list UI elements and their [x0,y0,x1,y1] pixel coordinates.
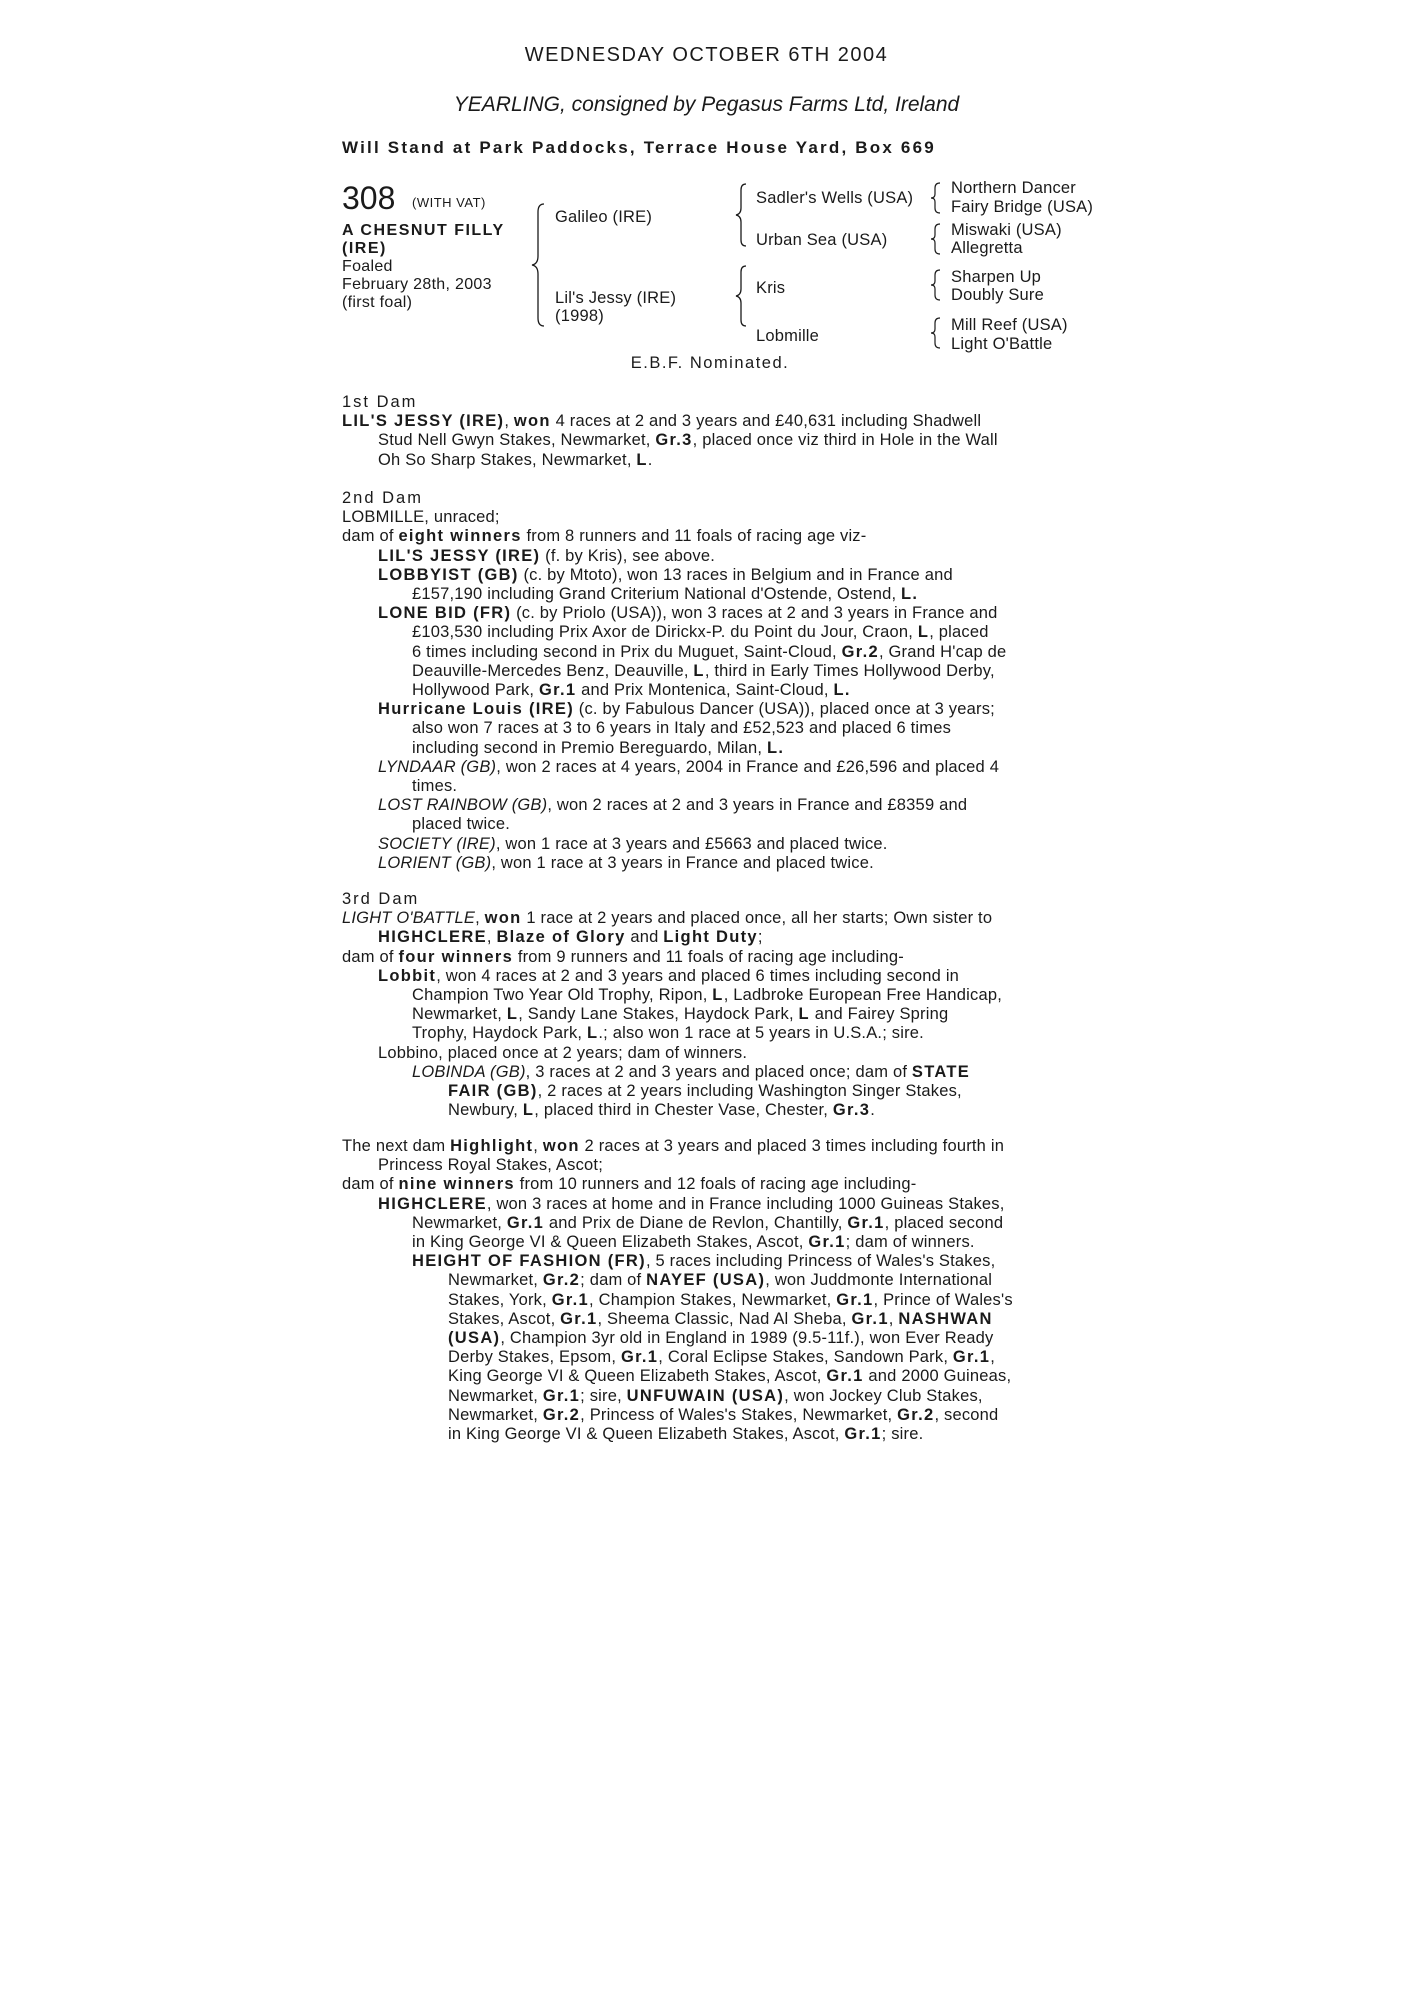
lot-vat: (WITH VAT) [412,195,486,210]
first-dam-paragraph: LIL'S JESSY (IRE), won 4 races at 2 and 3 years and £40,631 including Shadwell [342,412,982,431]
pedigree-dd-sire: Mill Reef (USA) [951,316,1068,334]
third-dam-heading: 3rd Dam [342,890,420,908]
pedigree-brace-sire [734,180,750,250]
second-dam-heading: 2nd Dam [342,489,423,507]
second-dam-section: 2nd Dam LOBMILLE, unraced; dam of eight winners from 8 runners and 11 foals of racing age viz- LIL'S JESSY (IRE) (f. by Kris), see above. LOBBYIST (GB) (c. by Mtoto), won 13 races in Belgium and in France and £157,190 including Grand Criterium National d'Ostende, Ostend, L. LONE BID (FR) (c. by Priolo (USA)), won 3 races at 2 and 3 years in France and £103,530 including Prix Axor de Dirickx-P. du Point du Jour, Craon, L, placed 6 times including second in Prix du Muguet, Saint-Cloud, Gr.2, Grand H'cap de Deauville-Mercedes Benz, Deauville, L, third in Early Times Hollywood Derby, Hollywood Park, Gr.1 and Prix Montenica, Saint-Cloud, L. Hurricane Louis (IRE) (c. by Fabulous Dancer (USA)), placed once at 3 years; also won 7 races at 3 to 6 years in Italy and £52,523 and placed 6 times including second in Premio Bereguardo, Milan, L. LYNDAAR (GB), won 2 races at 4 years, 2004 in France and £26,596 and placed 4 times. LOST RAINBOW (GB), won 2 races at 2 and 3 years in France and £8359 and placed twice. SOCIETY (IRE), won 1 race at 3 years and £5663 and placed twice. LORIENT (GB), won 1 race at 3 years in France and placed twice. [342,489,1082,873]
list-item: LIL'S JESSY (IRE) (f. by Kris), see above. [378,546,715,565]
pedigree-dam-year: (1998) [555,307,604,325]
second-dam-name: LOBMILLE, unraced; [342,508,500,527]
first-dam-section: 1st Dam LIL'S JESSY (IRE), won 4 races at 2 and 3 years and £40,631 including Shadwell Stud Nell Gwyn Stakes, Newmarket, Gr.3, placed once viz third in Hole in the Wall Oh So Sharp Stakes, Newmarket, L. [342,393,1082,470]
pedigree-sd-dam: Allegretta [951,239,1023,257]
foaled-date: February 28th, 2003 [342,276,492,293]
pedigree-brace-sd [929,221,943,257]
list-item: LOBINDA (GB), 3 races at 2 and 3 years and placed once; dam of STATE [412,1062,971,1081]
pedigree-dd-dam: Light O'Battle [951,335,1053,353]
pedigree-dam-sire: Kris [756,279,786,297]
next-dam-section: The next dam Highlight, won 2 races at 3 years and placed 3 times including fourth in Princess Royal Stakes, Ascot; dam of nine winners from 10 runners and 12 foals of racing age including- HIGHCLERE, won 3 races at home and in France including 1000 Guineas Stakes, Newmarket, Gr.1 and Prix de Diane de Revlon, Chantilly, Gr.1, placed second in King George VI & Queen Elizabeth Stakes, Ascot, Gr.1; dam of winners. HEIGHT OF FASHION (FR), 5 races including Princess of Wales's Stakes, Newmarket, Gr.2; dam of NAYEF (USA), won Juddmonte International Stakes, York, Gr.1, Champion Stakes, Newmarket, Gr.1, Prince of Wales's Stakes, Ascot, Gr.1, Sheema Classic, Nad Al Sheba, Gr.1, NASHWAN (USA), Champion 3yr old in England in 1989 (9.5-11f.), won Ever Ready Derby Stakes, Epsom, Gr.1, Coral Eclipse Stakes, Sandown Park, Gr.1, King George VI & Queen Elizabeth Stakes, Ascot, Gr.1 and 2000 Guineas, Newmarket, Gr.1; sire, UNFUWAIN (USA), won Jockey Club Stakes, Newmarket, Gr.2, Princess of Wales's Stakes, Newmarket, Gr.2, second in King George VI & Queen Elizabeth Stakes, Ascot, Gr.1; sire. [342,1137,1082,1444]
pedigree-sire-dam: Urban Sea (USA) [756,231,888,249]
list-item: HIGHCLERE, won 3 races at home and in France including 1000 Guineas Stakes, [378,1194,1005,1213]
pedigree-brace-main [530,200,550,330]
pedigree-dam: Lil's Jessy (IRE) [555,289,677,307]
pedigree-sire: Galileo (IRE) [555,208,653,226]
pedigree-ds-dam: Doubly Sure [951,286,1044,304]
description-line1: A CHESNUT FILLY [342,222,505,239]
list-item: LYNDAAR (GB), won 2 races at 4 years, 2004 in France and £26,596 and placed 4 [378,757,1000,776]
description-line2: (IRE) [342,240,387,257]
foaled-label: Foaled [342,258,393,275]
consignment-line: YEARLING, consigned by Pegasus Farms Ltd, Ireland [453,93,960,116]
list-item: SOCIETY (IRE), won 1 race at 3 years and £5663 and placed twice. [378,834,888,853]
pedigree-sd-sire: Miswaki (USA) [951,221,1062,239]
pedigree-brace-dd [929,315,943,351]
first-dam-heading: 1st Dam [342,393,418,411]
list-item: LOBBYIST (GB) (c. by Mtoto), won 13 races in Belgium and in France and [378,565,953,584]
pedigree-brace-ss [929,180,943,216]
list-item: LORIENT (GB), won 1 race at 3 years in France and placed twice. [378,853,874,872]
list-item: LOST RAINBOW (GB), won 2 races at 2 and 3 years in France and £8359 and [378,796,968,815]
pedigree-sire-sire: Sadler's Wells (USA) [756,189,914,207]
sale-date: WEDNESDAY OCTOBER 6TH 2004 [524,44,889,66]
pedigree-brace-ds [929,267,943,303]
pedigree-brace-dam [734,262,750,330]
list-item: Lobbit, won 4 races at 2 and 3 years and placed 6 times including second in [378,966,960,985]
list-item: HEIGHT OF FASHION (FR), 5 races including Princess of Wales's Stakes, [412,1252,996,1271]
stand-location: Will Stand at Park Paddocks, Terrace House Yard, Box 669 [342,138,936,157]
lot-number: 308 [342,180,396,216]
pedigree-ss-dam: Fairy Bridge (USA) [951,198,1094,216]
ebf-nominated: E.B.F. Nominated. [630,354,790,372]
pedigree-dam-dam: Lobmille [756,327,820,345]
lot-description [342,222,505,312]
third-dam-name: LIGHT O'BATTLE [342,909,476,928]
first-dam-name: LIL'S JESSY (IRE) [342,412,505,431]
list-item: Lobbino, placed once at 2 years; dam of winners. [378,1043,748,1062]
third-dam-section: 3rd Dam LIGHT O'BATTLE, won 1 race at 2 years and placed once, all her starts; Own sister to HIGHCLERE, Blaze of Glory and Light Duty; dam of four winners from 9 runners and 11 foals of racing age including- Lobbit, won 4 races at 2 and 3 years and placed 6 times including second in Champion Two Year Old Trophy, Ripon, L, Ladbroke European Free Handicap, Newmarket, L, Sandy Lane Stakes, Haydock Park, L and Fairey Spring Trophy, Haydock Park, L.; also won 1 race at 5 years in U.S.A.; sire. Lobbino, placed once at 2 years; dam of winners. LOBINDA (GB), 3 races at 2 and 3 years and placed once; dam of STATE FAIR (GB), 2 races at 2 years including Washington Singer Stakes, Newbury, L, placed third in Chester Vase, Chester, Gr.3. [342,890,1082,1120]
list-item: Hurricane Louis (IRE) (c. by Fabulous Dancer (USA)), placed once at 3 years; [378,700,995,719]
next-dam-name: Highlight [450,1137,534,1155]
pedigree-ds-sire: Sharpen Up [951,268,1042,286]
list-item: LONE BID (FR) (c. by Priolo (USA)), won 3 races at 2 and 3 years in France and [378,604,998,623]
foal-note: (first foal) [342,294,413,311]
pedigree-ss-sire: Northern Dancer [951,179,1076,197]
